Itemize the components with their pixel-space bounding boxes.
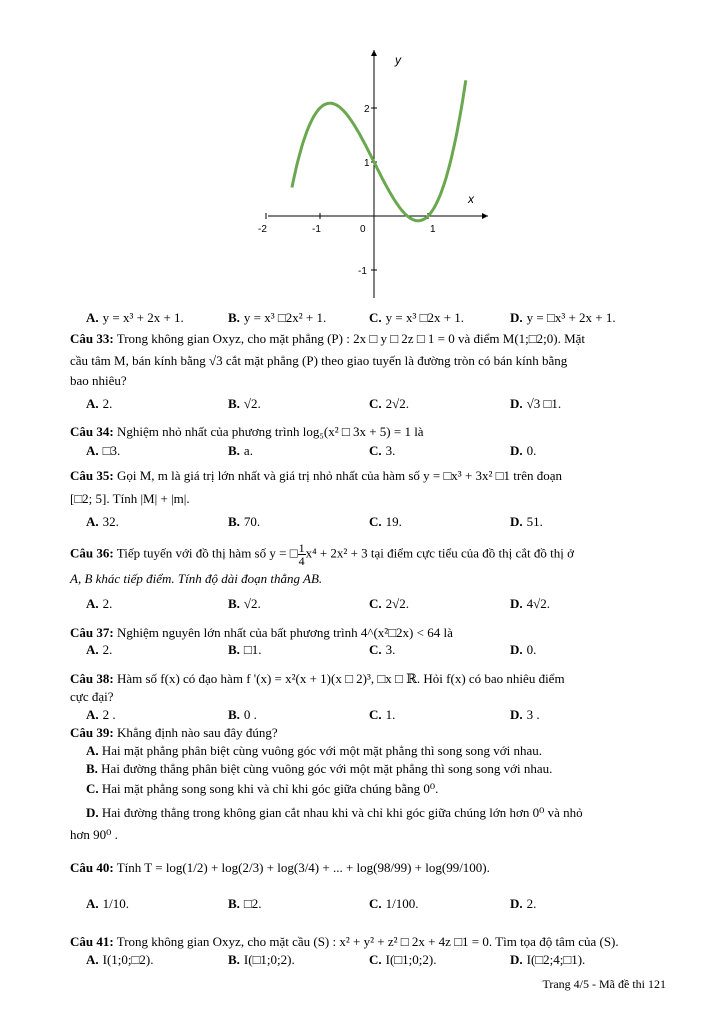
x-tick-label: 1 xyxy=(430,224,436,235)
q35-options xyxy=(86,514,686,530)
q33-label: Câu 33: xyxy=(70,331,114,346)
q37-option-c: C. 3. xyxy=(369,642,396,657)
q40-option-c: C. 1/100. xyxy=(369,896,419,911)
q38-option-b: B. 0 . xyxy=(228,707,257,722)
q36-option-d: D. 4√2. xyxy=(510,596,551,611)
q38-text1: Hàm số f(x) có đạo hàm f '(x) = x²(x + 1)(x □ 2)³, □x □ ℝ. Hỏi f(x) có bao nhiêu điểm xyxy=(116,671,565,686)
q37-label: Câu 37: xyxy=(70,625,114,640)
q40-text: Tính T = log(1/2) + log(2/3) + log(3/4) + ... + log(98/99) + log(99/100). xyxy=(116,860,490,875)
q32-option-c: C. y = x³ □2x + 1. xyxy=(369,310,465,325)
q38-line2: cực đại? xyxy=(70,689,114,704)
q36-label: Câu 36: xyxy=(70,545,114,561)
q40-line xyxy=(70,860,670,876)
q35-text1: Gọi M, m là giá trị lớn nhất và giá trị nhỏ nhất của hàm số y = □x³ + 3x² □1 trên đoạn xyxy=(116,468,563,483)
q33-line2: cầu tâm M, bán kính bằng √3 cắt mặt phẳng (P) theo giao tuyến là đường tròn có bán kính bằng xyxy=(70,353,568,368)
q41-label: Câu 41: xyxy=(70,934,114,949)
q38-line1 xyxy=(70,671,670,687)
q38-options xyxy=(86,707,686,723)
q40-label: Câu 40: xyxy=(70,860,114,875)
q33-line3: bao nhiêu? xyxy=(70,373,127,388)
q36-option-b: B. √2. xyxy=(228,596,261,611)
q37-option-d: D. 0. xyxy=(510,642,537,657)
q34-option-b: B. a. xyxy=(228,443,253,458)
q36-line2: A, B khác tiếp điểm. Tính độ dài đoạn thẳng AB. xyxy=(70,571,323,586)
cubic-graph xyxy=(260,40,500,305)
x-axis-label: x xyxy=(468,192,474,206)
q40-options xyxy=(86,896,686,912)
y-tick-label: -1 xyxy=(358,266,367,277)
q36-line1 xyxy=(70,542,670,567)
q41-option-a: A. I(1;0;□2). xyxy=(86,952,154,967)
q35-option-a: A. 32. xyxy=(86,514,119,529)
q40-option-b: B. □2. xyxy=(228,896,262,911)
q37-text: Nghiệm nguyên lớn nhất của bất phương trình 4^(x²□2x) < 64 là xyxy=(116,625,453,640)
y-axis-label: y xyxy=(395,53,401,67)
q40-option-a: A. 1/10. xyxy=(86,896,130,911)
q35-option-b: B. 70. xyxy=(228,514,261,529)
q36-options xyxy=(86,596,686,612)
q39-option-d-cont: hơn 90⁰ . xyxy=(70,827,118,842)
q35-line2: [□2; 5]. Tính |M| + |m|. xyxy=(70,491,190,506)
q39-option-b: B. Hai đường thẳng phân biệt cùng vuông góc với một mặt phẳng thì song song với nhau. xyxy=(86,761,553,776)
q34-option-c: C. 3. xyxy=(369,443,396,458)
q34-label: Câu 34: xyxy=(70,424,114,439)
q36-option-c: C. 2√2. xyxy=(369,596,410,611)
q41-text: Trong không gian Oxyz, cho mặt cầu (S) : x² + y² + z² □ 2x + 4z □1 = 0. Tìm tọa độ tâm của (S). xyxy=(116,934,619,949)
q36-option-a: A. 2. xyxy=(86,596,113,611)
q37-options xyxy=(86,642,686,658)
q38-option-d: D. 3 . xyxy=(510,707,540,722)
page-footer: Trang 4/5 - Mã đề thi 121 xyxy=(542,977,666,991)
q35-label: Câu 35: xyxy=(70,468,114,483)
q36-fraction: $\frac{1}{4}$ xyxy=(298,541,305,568)
q41-option-c: C. I(□1;0;2). xyxy=(369,952,437,967)
q39-label: Câu 39: xyxy=(70,725,114,740)
q32-option-d: D. y = □x³ + 2x + 1. xyxy=(510,310,616,325)
q41-option-d: D. I(□2;4;□1). xyxy=(510,952,586,967)
q40-option-d: D. 2. xyxy=(510,896,537,911)
q39-line xyxy=(70,725,670,741)
q39-option-d: D. Hai đường thẳng trong không gian cắt nhau khi và chỉ khi góc giữa chúng lớn hơn 0⁰ và nhỏ xyxy=(86,805,583,820)
q32-option-a: A. y = x³ + 2x + 1. xyxy=(86,310,184,325)
q36-text1a: Tiếp tuyến với đồ thị hàm số y = □ xyxy=(116,545,298,561)
q35-option-c: C. 19. xyxy=(369,514,402,529)
y-tick-label: 2 xyxy=(364,104,370,115)
x-tick-label: -2 xyxy=(258,224,267,235)
x-tick-label: -1 xyxy=(312,224,321,235)
q32-option-b: B. y = x³ □2x² + 1. xyxy=(228,310,327,325)
q34-option-a: A. □3. xyxy=(86,443,121,458)
q33-option-a: A. 2. xyxy=(86,396,113,411)
q33-option-b: B. √2. xyxy=(228,396,261,411)
q33-options xyxy=(86,396,686,412)
q33-line1 xyxy=(70,331,670,347)
q35-option-d: D. 51. xyxy=(510,514,543,529)
q38-label: Câu 38: xyxy=(70,671,114,686)
q38-option-c: C. 1. xyxy=(369,707,396,722)
q39-option-c: C. Hai mặt phẳng song song khi và chỉ khi góc giữa chúng bằng 0⁰. xyxy=(86,781,439,796)
q41-option-b: B. I(□1;0;2). xyxy=(228,952,295,967)
q34-option-d: D. 0. xyxy=(510,443,537,458)
q32-options xyxy=(86,310,686,326)
q33-option-c: C. 2√2. xyxy=(369,396,410,411)
q37-option-a: A. 2. xyxy=(86,642,113,657)
q39-text: Khẳng định nào sau đây đúng? xyxy=(116,725,278,740)
x-tick-label: 0 xyxy=(360,224,366,235)
q33-option-d: D. √3 □1. xyxy=(510,396,562,411)
q41-line xyxy=(70,934,670,950)
y-tick-label: 1 xyxy=(364,158,370,169)
q35-line1 xyxy=(70,468,670,484)
q37-line xyxy=(70,625,670,641)
q41-options xyxy=(86,952,686,968)
cubic-curve xyxy=(292,80,466,221)
q33-text1: Trong không gian Oxyz, cho mặt phẳng (P) : 2x □ y □ 2z □ 1 = 0 và điểm M(1;□2;0). Mặt xyxy=(116,331,586,346)
q38-option-a: A. 2 . xyxy=(86,707,116,722)
q36-text1b: x⁴ + 2x² + 3 tại điểm cực tiểu của đồ thị cắt đồ thị ở xyxy=(305,545,574,561)
q39-option-a: A. Hai mặt phẳng phân biệt cùng vuông góc với một mặt phẳng thì song song với nhau. xyxy=(86,743,543,758)
q37-option-b: B. □1. xyxy=(228,642,262,657)
q34-line xyxy=(70,424,670,440)
q34-options xyxy=(86,443,686,459)
q34-text: Nghiệm nhỏ nhất của phương trình log₅(x² □ 3x + 5) = 1 là xyxy=(116,424,424,439)
